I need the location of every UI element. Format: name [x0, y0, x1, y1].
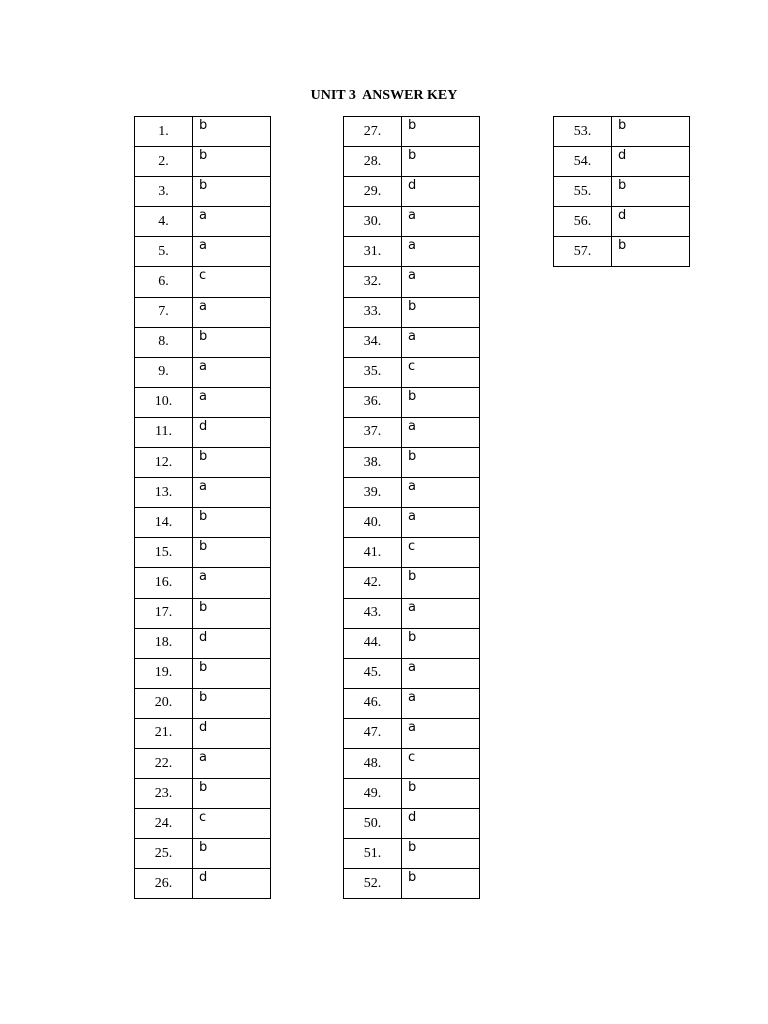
question-number: 44. [344, 628, 402, 658]
answer-letter: a [402, 598, 480, 628]
answer-letter: a [402, 718, 480, 748]
question-number: 52. [344, 869, 402, 899]
answer-letter: b [193, 147, 271, 177]
answer-letter: d [612, 147, 690, 177]
question-number: 41. [344, 538, 402, 568]
question-number: 12. [135, 448, 193, 478]
table-row [344, 718, 480, 748]
table-row [135, 327, 271, 357]
answer-letter: b [402, 839, 480, 869]
question-number: 15. [135, 538, 193, 568]
answer-letter: b [193, 688, 271, 718]
question-number: 13. [135, 478, 193, 508]
table-row [135, 568, 271, 598]
answer-letter: b [402, 297, 480, 327]
table-row [344, 538, 480, 568]
question-number: 9. [135, 357, 193, 387]
question-number: 25. [135, 839, 193, 869]
question-number: 18. [135, 628, 193, 658]
question-number: 6. [135, 267, 193, 297]
question-number: 24. [135, 809, 193, 839]
table-row [135, 538, 271, 568]
table-row [135, 779, 271, 809]
table-row [344, 448, 480, 478]
table-row [135, 598, 271, 628]
question-number: 34. [344, 327, 402, 357]
answer-letter: d [402, 809, 480, 839]
answer-letter: b [193, 658, 271, 688]
question-number: 43. [344, 598, 402, 628]
table-row [135, 177, 271, 207]
table-row [344, 357, 480, 387]
answer-letter: a [402, 688, 480, 718]
table-row [554, 117, 690, 147]
question-number: 21. [135, 718, 193, 748]
answer-letter: b [402, 147, 480, 177]
question-number: 48. [344, 748, 402, 778]
answer-letter: b [193, 508, 271, 538]
answer-letter: a [193, 478, 271, 508]
question-number: 22. [135, 748, 193, 778]
question-number: 4. [135, 207, 193, 237]
answer-letter: d [193, 718, 271, 748]
table-row [554, 207, 690, 237]
table-row [135, 357, 271, 387]
question-number: 16. [135, 568, 193, 598]
answer-letter: b [402, 448, 480, 478]
table-row [554, 177, 690, 207]
answer-letter: d [193, 417, 271, 447]
question-number: 37. [344, 417, 402, 447]
answer-letter: a [402, 237, 480, 267]
answer-letter: b [612, 117, 690, 147]
question-number: 42. [344, 568, 402, 598]
question-number: 30. [344, 207, 402, 237]
table-row [554, 147, 690, 177]
answer-table-col-1 [134, 116, 271, 899]
answer-letter: c [193, 809, 271, 839]
answer-letter: a [193, 357, 271, 387]
answer-table-col-3 [553, 116, 690, 267]
question-number: 31. [344, 237, 402, 267]
table-row [135, 117, 271, 147]
question-number: 20. [135, 688, 193, 718]
table-row [135, 207, 271, 237]
table-row [344, 417, 480, 447]
answer-letter: a [402, 508, 480, 538]
question-number: 49. [344, 779, 402, 809]
answer-letter: d [193, 869, 271, 899]
table-row [135, 508, 271, 538]
question-number: 23. [135, 779, 193, 809]
answer-letter: b [193, 598, 271, 628]
answer-letter: c [402, 538, 480, 568]
question-number: 8. [135, 327, 193, 357]
table-row [135, 448, 271, 478]
question-number: 7. [135, 297, 193, 327]
question-number: 40. [344, 508, 402, 538]
table-row [135, 478, 271, 508]
table-row [344, 478, 480, 508]
question-number: 5. [135, 237, 193, 267]
table-row [344, 117, 480, 147]
table-row [344, 869, 480, 899]
question-number: 56. [554, 207, 612, 237]
table-row [135, 297, 271, 327]
table-row [135, 839, 271, 869]
answer-letter: b [193, 448, 271, 478]
answer-letter: b [193, 779, 271, 809]
answer-letter: a [402, 327, 480, 357]
question-number: 45. [344, 658, 402, 688]
answer-letter: a [402, 267, 480, 297]
answer-letter: b [193, 538, 271, 568]
question-number: 50. [344, 809, 402, 839]
answer-letter: d [193, 628, 271, 658]
answer-letter: b [193, 177, 271, 207]
question-number: 46. [344, 688, 402, 718]
answer-letter: b [612, 177, 690, 207]
question-number: 47. [344, 718, 402, 748]
answer-letter: d [402, 177, 480, 207]
question-number: 10. [135, 387, 193, 417]
question-number: 55. [554, 177, 612, 207]
answer-letter: c [402, 357, 480, 387]
table-row [135, 237, 271, 267]
table-row [344, 508, 480, 538]
answer-letter: a [402, 207, 480, 237]
table-row [344, 327, 480, 357]
question-number: 32. [344, 267, 402, 297]
answer-letter: b [402, 568, 480, 598]
question-number: 2. [135, 147, 193, 177]
answer-letter: b [402, 628, 480, 658]
answer-letter: b [193, 327, 271, 357]
question-number: 39. [344, 478, 402, 508]
table-row [344, 658, 480, 688]
answer-letter: b [612, 237, 690, 267]
table-row [135, 628, 271, 658]
question-number: 57. [554, 237, 612, 267]
question-number: 53. [554, 117, 612, 147]
table-row [344, 387, 480, 417]
answer-letter: a [193, 297, 271, 327]
question-number: 35. [344, 357, 402, 387]
answer-letter: b [402, 869, 480, 899]
question-number: 54. [554, 147, 612, 177]
page-title: UNIT 3 ANSWER KEY [310, 88, 458, 103]
question-number: 14. [135, 508, 193, 538]
answer-letter: a [402, 417, 480, 447]
table-row [135, 688, 271, 718]
question-number: 51. [344, 839, 402, 869]
table-row [344, 779, 480, 809]
table-row [135, 147, 271, 177]
table-row [554, 237, 690, 267]
table-row [344, 297, 480, 327]
table-row [135, 387, 271, 417]
table-row [344, 809, 480, 839]
answer-letter: b [402, 387, 480, 417]
question-number: 26. [135, 869, 193, 899]
table-row [135, 417, 271, 447]
table-row [344, 839, 480, 869]
table-row [344, 177, 480, 207]
table-row [344, 598, 480, 628]
answer-letter: a [193, 748, 271, 778]
answer-table-col-2 [343, 116, 480, 899]
table-row [135, 718, 271, 748]
question-number: 29. [344, 177, 402, 207]
table-row [344, 568, 480, 598]
answer-letter: b [193, 117, 271, 147]
table-row [344, 267, 480, 297]
question-number: 38. [344, 448, 402, 478]
answer-letter: a [193, 207, 271, 237]
table-row [135, 658, 271, 688]
table-row [135, 267, 271, 297]
table-row [344, 237, 480, 267]
question-number: 1. [135, 117, 193, 147]
answer-letter: a [402, 658, 480, 688]
question-number: 28. [344, 147, 402, 177]
table-row [344, 628, 480, 658]
table-row [135, 869, 271, 899]
answer-letter: b [402, 117, 480, 147]
answer-letter: c [193, 267, 271, 297]
question-number: 19. [135, 658, 193, 688]
answer-letter: c [402, 748, 480, 778]
answer-letter: a [193, 568, 271, 598]
question-number: 11. [135, 417, 193, 447]
table-row [135, 809, 271, 839]
table-row [135, 748, 271, 778]
question-number: 36. [344, 387, 402, 417]
question-number: 3. [135, 177, 193, 207]
question-number: 27. [344, 117, 402, 147]
table-row [344, 688, 480, 718]
question-number: 17. [135, 598, 193, 628]
answer-letter: a [193, 237, 271, 267]
answer-letter: b [402, 779, 480, 809]
answer-letter: d [612, 207, 690, 237]
table-row [344, 748, 480, 778]
answer-letter: a [402, 478, 480, 508]
question-number: 33. [344, 297, 402, 327]
answer-letter: b [193, 839, 271, 869]
table-row [344, 147, 480, 177]
answer-letter: a [193, 387, 271, 417]
table-row [344, 207, 480, 237]
